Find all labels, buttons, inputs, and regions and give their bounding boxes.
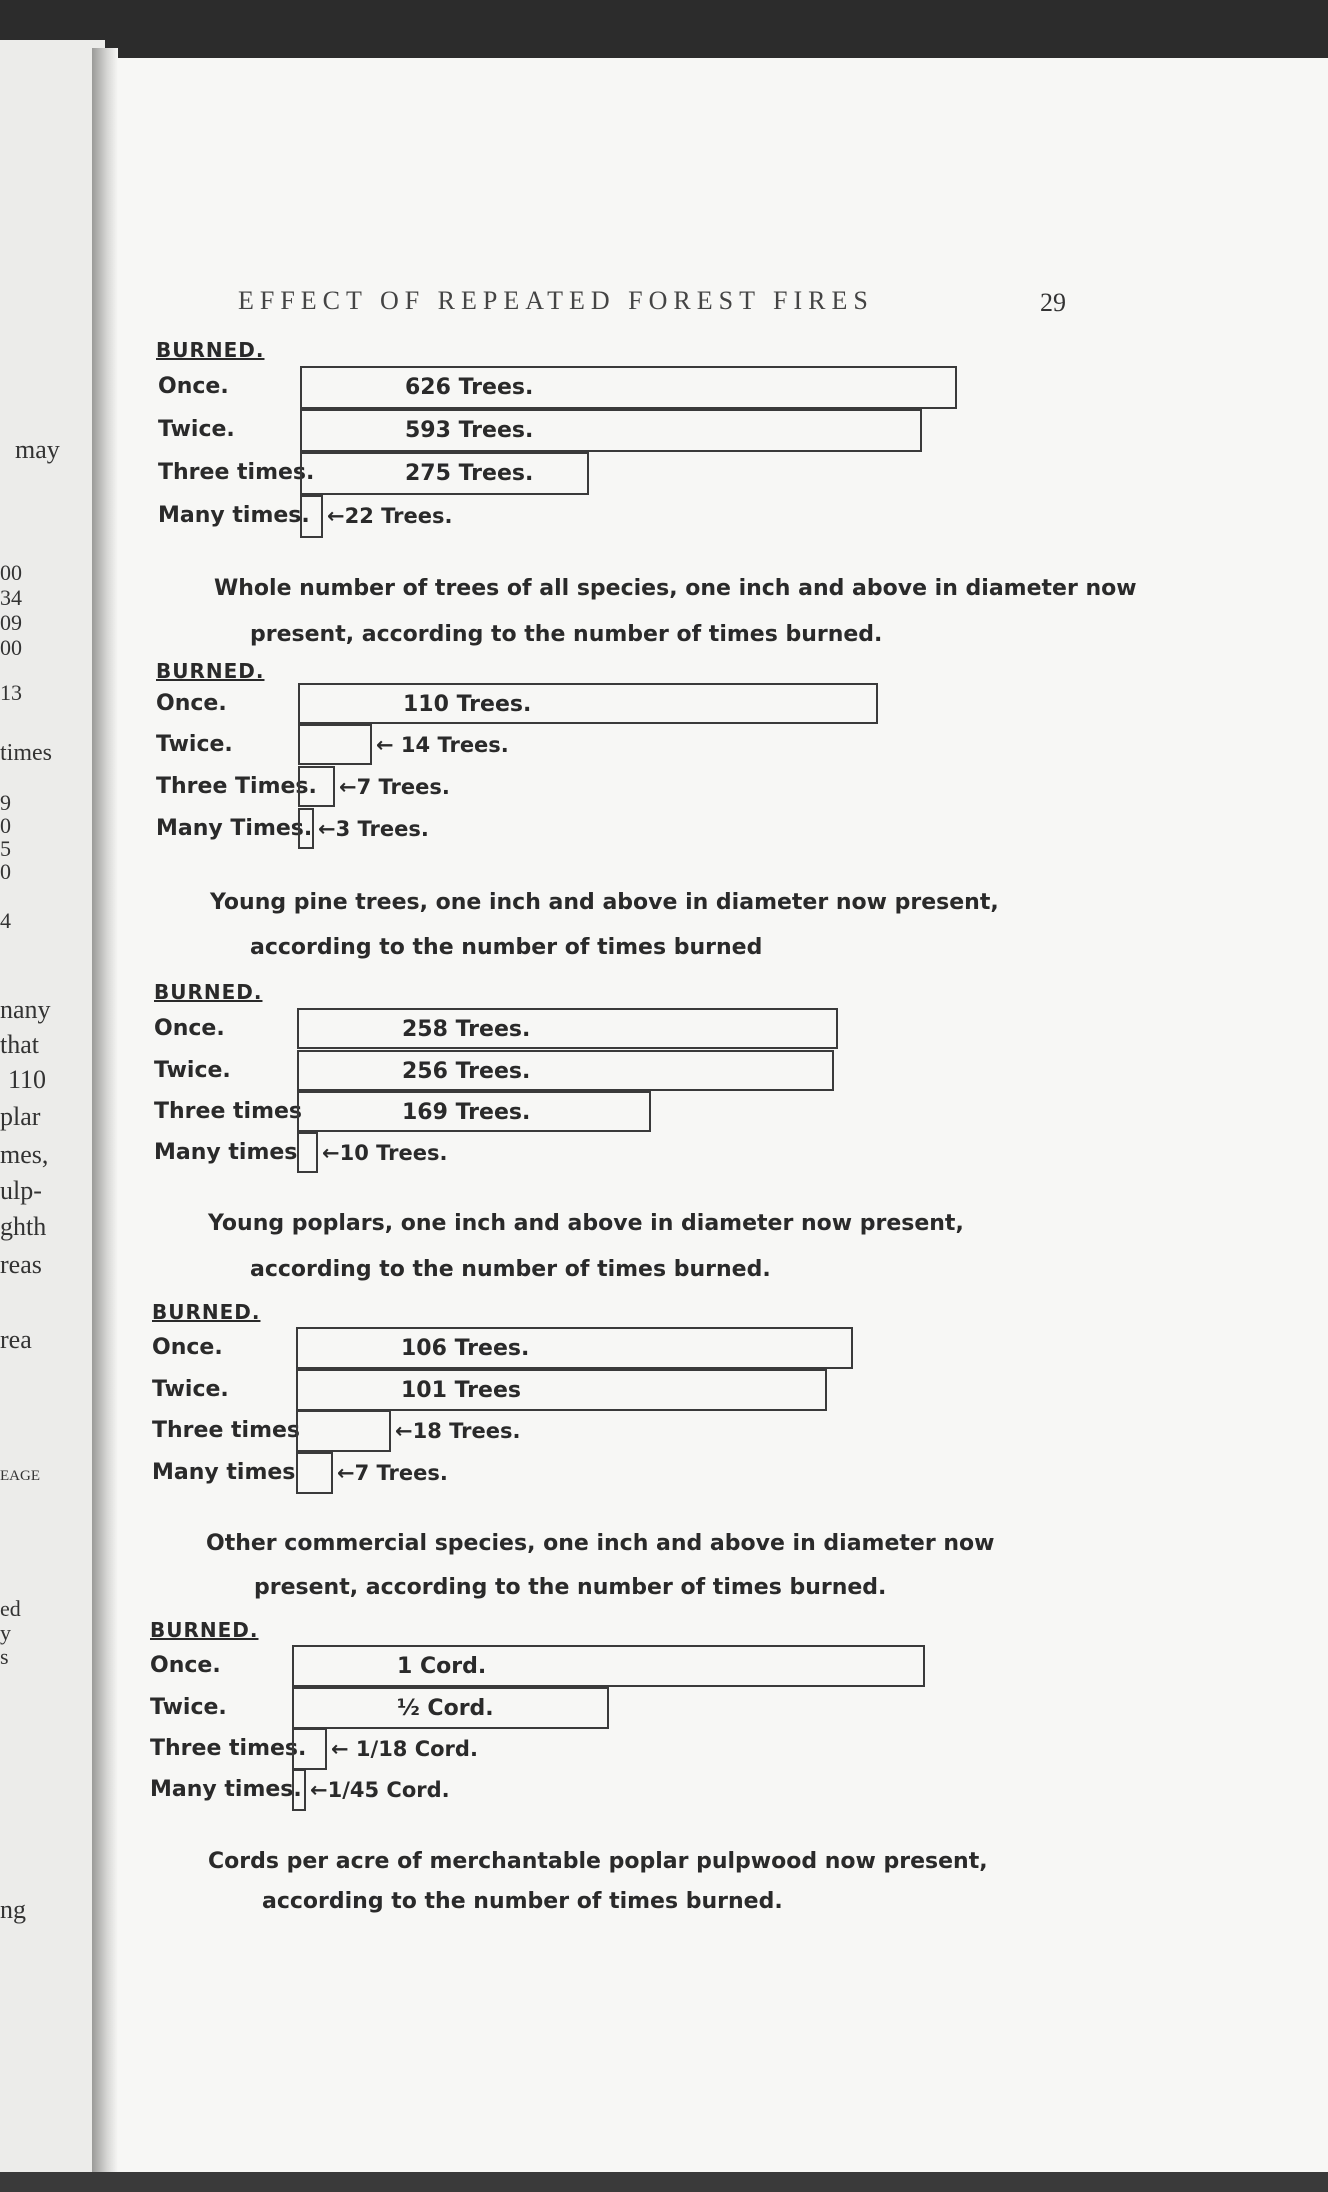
value-label: 593 Trees. — [405, 418, 534, 443]
running-head: EFFECT OF REPEATED FOREST FIRES — [238, 286, 874, 315]
left-page-fragment: that — [0, 1030, 39, 1059]
bar — [296, 1327, 853, 1369]
category-label: Many times. — [158, 503, 310, 528]
category-label: Three Times. — [156, 774, 317, 799]
left-page-fragment: y — [0, 1620, 11, 1645]
value-label: 110 Trees. — [403, 692, 532, 717]
bar — [300, 409, 922, 452]
category-label: Once. — [154, 1016, 225, 1041]
category-label: Many times — [152, 1460, 296, 1485]
value-label: ←7 Trees. — [337, 1461, 448, 1485]
category-label: Many times. — [150, 1777, 302, 1802]
left-page-fragment: 4 — [0, 908, 11, 933]
left-page-fragment: ng — [0, 1895, 26, 1924]
bar — [298, 683, 878, 724]
category-label: Many Times. — [156, 816, 313, 841]
chart-caption-line: according to the number of times burned. — [250, 1257, 771, 1282]
bar — [297, 1008, 838, 1049]
left-page-fragment: 00 — [0, 635, 22, 660]
value-label: ← 1/18 Cord. — [331, 1737, 478, 1761]
bar — [292, 1645, 925, 1687]
chart-group-header: BURNED. — [156, 338, 265, 362]
bar — [297, 1132, 318, 1173]
chart-caption-line: Young poplars, one inch and above in diameter now present, — [208, 1211, 964, 1236]
left-page-fragment: nany — [0, 995, 51, 1024]
bar — [296, 1369, 827, 1411]
left-page-fragment: 110 — [8, 1065, 47, 1094]
chart-group-header: BURNED. — [156, 659, 265, 683]
value-label: 169 Trees. — [402, 1100, 531, 1125]
category-label: Twice. — [156, 732, 233, 757]
left-page-fragment: 0 — [0, 813, 11, 838]
category-label: Once. — [158, 374, 229, 399]
left-page-fragment: 09 — [0, 610, 22, 635]
category-label: Once. — [150, 1653, 221, 1678]
left-page-edge — [0, 40, 105, 2192]
scan-bottom-edge — [0, 2172, 1328, 2192]
bar — [296, 1452, 333, 1494]
category-label: Twice. — [150, 1695, 227, 1720]
left-page-fragment: ed — [0, 1596, 21, 1621]
category-label: Once. — [152, 1335, 223, 1360]
chart-caption-line: according to the number of times burned — [250, 935, 763, 960]
value-label: 106 Trees. — [401, 1336, 530, 1361]
value-label: ←22 Trees. — [327, 504, 453, 528]
chart-group-header: BURNED. — [154, 980, 263, 1004]
left-page-fragment: plar — [0, 1102, 41, 1131]
left-page-fragment: 9 — [0, 790, 11, 815]
left-page-fragment: 13 — [0, 680, 22, 705]
category-label: Three times. — [158, 460, 315, 485]
value-label: ←18 Trees. — [395, 1419, 521, 1443]
value-label: 1 Cord. — [397, 1654, 487, 1679]
category-label: Three times — [154, 1099, 303, 1124]
category-label: Twice. — [154, 1058, 231, 1083]
chart-caption-line: present, according to the number of times burned. — [250, 622, 883, 647]
bar — [298, 808, 314, 849]
bar — [300, 366, 957, 409]
bar — [298, 766, 335, 807]
bar — [300, 495, 323, 538]
value-label: 101 Trees — [401, 1378, 521, 1403]
value-label: ←3 Trees. — [318, 817, 429, 841]
chart-caption-line: Whole number of trees of all species, one inch and above in diameter now — [214, 576, 1137, 601]
chart-group-header: BURNED. — [152, 1300, 261, 1324]
left-page-fragment: 0 — [0, 859, 11, 884]
value-label: 626 Trees. — [405, 375, 534, 400]
value-label: 275 Trees. — [405, 461, 534, 486]
book-gutter — [92, 48, 118, 2192]
left-page-fragment: rea — [0, 1325, 32, 1354]
value-label: ←7 Trees. — [339, 775, 450, 799]
chart-caption-line: Other commercial species, one inch and above in diameter now — [206, 1531, 995, 1556]
value-label: ←10 Trees. — [322, 1141, 448, 1165]
left-page-fragment: EAGE — [0, 1468, 40, 1484]
left-page-fragment: 00 — [0, 560, 22, 585]
category-label: Three times. — [150, 1736, 307, 1761]
category-label: Twice. — [152, 1377, 229, 1402]
value-label: ←1/45 Cord. — [310, 1778, 450, 1802]
chart-caption-line: Cords per acre of merchantable poplar pulpwood now present, — [208, 1849, 988, 1874]
value-label: ← 14 Trees. — [376, 733, 509, 757]
value-label: 256 Trees. — [402, 1059, 531, 1084]
value-label: 258 Trees. — [402, 1017, 531, 1042]
bar — [298, 724, 372, 765]
category-label: Three times — [152, 1418, 301, 1443]
left-page-fragment: ulp- — [0, 1176, 42, 1205]
page-number: 29 — [1040, 288, 1066, 317]
value-label: ½ Cord. — [397, 1696, 494, 1721]
category-label: Many times — [154, 1140, 298, 1165]
category-label: Twice. — [158, 417, 235, 442]
bar — [292, 1769, 306, 1811]
chart-caption-line: Young pine trees, one inch and above in diameter now present, — [210, 890, 999, 915]
chart-group-header: BURNED. — [150, 1618, 259, 1642]
left-page-fragment: times — [0, 740, 52, 766]
chart-caption-line: present, according to the number of times burned. — [254, 1575, 887, 1600]
chart-caption-line: according to the number of times burned. — [262, 1889, 783, 1914]
left-page-fragment: may — [15, 435, 60, 464]
category-label: Once. — [156, 691, 227, 716]
left-page-fragment: 34 — [0, 585, 22, 610]
left-page-fragment: s — [0, 1644, 9, 1669]
left-page-fragment: ghth — [0, 1212, 47, 1241]
bar — [292, 1728, 327, 1770]
left-page-fragment: reas — [0, 1250, 42, 1279]
bar — [296, 1410, 391, 1452]
left-page-fragment: 5 — [0, 836, 11, 861]
bar — [297, 1050, 834, 1091]
left-page-fragment: mes, — [0, 1140, 49, 1169]
